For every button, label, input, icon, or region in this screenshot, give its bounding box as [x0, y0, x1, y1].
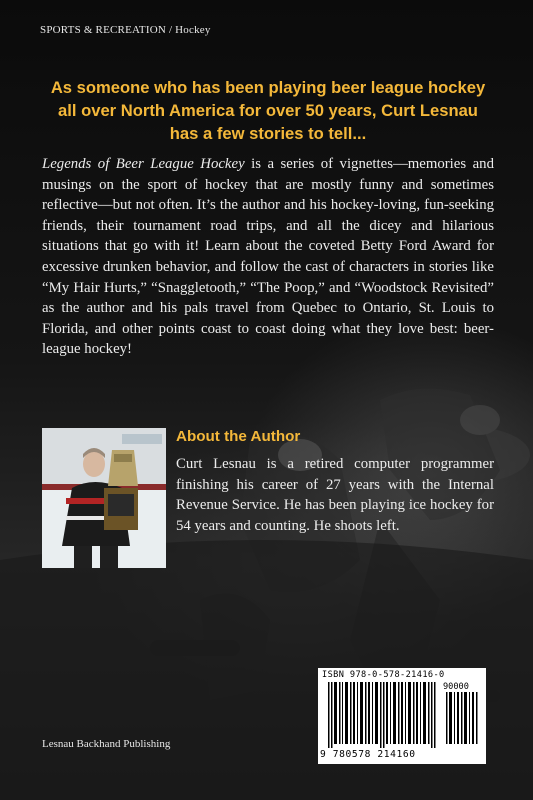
- barcode-bars: [322, 682, 482, 750]
- headline-tagline: As someone who has been playing beer league hockey all over North America for over 50 years, Curt Lesnau has a few stories to tell...: [50, 78, 486, 143]
- about-author-text: Curt Lesnau is a retired computer programmer finishing his career of 27 years with the Internal Revenue Service. He has been playing ice hockey for 54 years and counting. He shoots left.: [176, 456, 494, 534]
- author-photo: [42, 428, 166, 568]
- isbn-label: ISBN 978-0-578-21416-0: [322, 670, 445, 680]
- book-title: Legends of Beer League Hockey: [42, 156, 245, 172]
- price-code: 90000: [443, 682, 469, 692]
- blurb-body: is a series of vignettes—memories and musings on the sport of hockey that are mostly funny and sometimes reflective—but not often. It’s the author and his hockey-loving, fun-seeking friends, their tournament road trips, and all the dicey and hilarious situations that go with it! Learn about the coveted Betty Ford Award for excessive drunken behavior, and follow the cast of characters in stories like “My Hair Hurts,” “Snaggletooth,” “The Poop,” and “Woodstock Revisited” as the author and his pals travel from Quebec to Ontario, St. Louis to Florida, and other points coast to coast doing what they love best: beer-league hockey!: [42, 156, 494, 358]
- isbn-digits: 9 780578 214160: [320, 749, 416, 760]
- about-author-heading: About the Author: [176, 428, 301, 445]
- book-blurb: [42, 154, 494, 360]
- category-label: SPORTS & RECREATION / Hockey: [40, 24, 211, 36]
- publisher-name: Lesnau Backhand Publishing: [42, 738, 171, 750]
- isbn-barcode: [318, 668, 486, 764]
